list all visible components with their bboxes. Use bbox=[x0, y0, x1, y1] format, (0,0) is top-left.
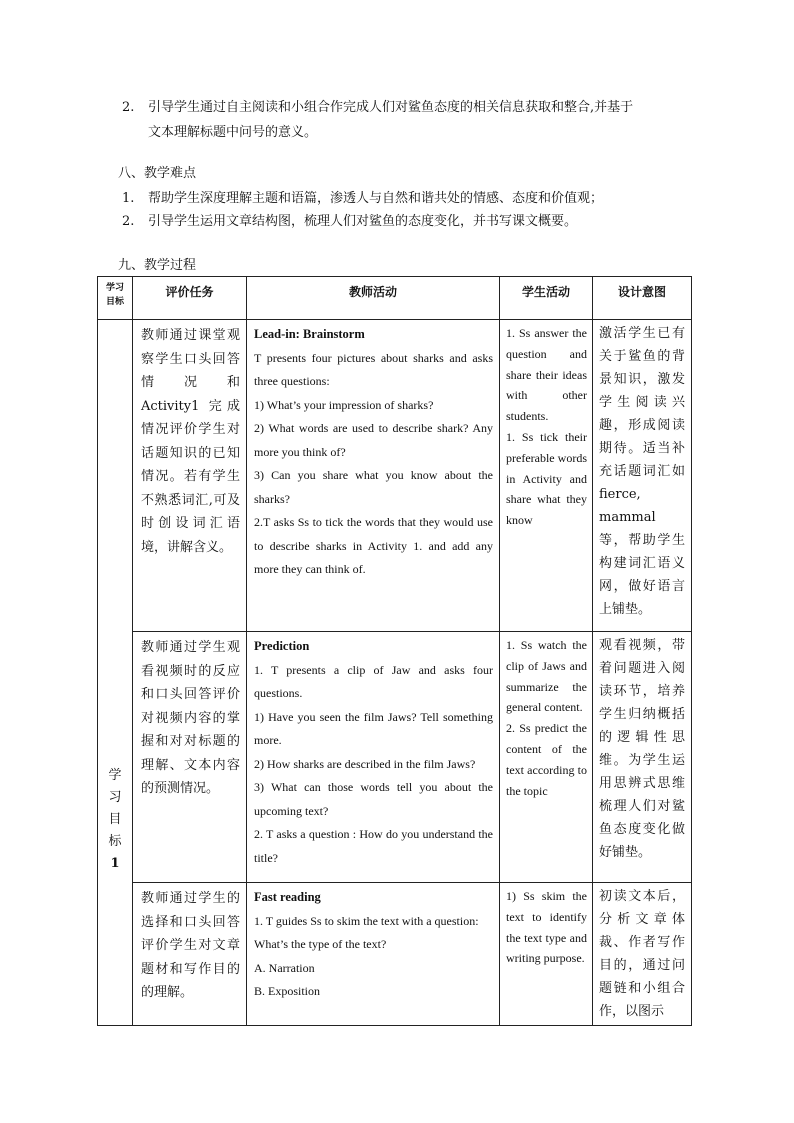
table-row bbox=[98, 883, 692, 1026]
section-9-title: 九、教学过程 bbox=[118, 258, 197, 273]
design-cell: 激活学生已有关于鲨鱼的背景知识，激发学生阅读兴趣，形成阅读期待。适当补充话题词汇如 fierce, mammal 等，帮助学生构建词汇语义网，做好语言上铺垫。 bbox=[593, 320, 692, 632]
teacher-cell: Lead-in: Brainstorm T presents four pictures about sharks and asks three questions: 1) What’s your impression of sharks? 2) What words are used to describe shark? Any more you think of? 3) Can you share what you know about the sharks? 2.T asks Ss to tick the words that they would use to describe sharks in Activity 1. and add any more they can think of. bbox=[247, 320, 500, 632]
design-cell: 初读文本后，分析文章体裁、作者写作目的，通过问题链和小组合作，以图示 bbox=[593, 883, 692, 1026]
intro-item-2-num: 2. bbox=[122, 100, 135, 115]
section-8-item-1-text: 帮助学生深度理解主题和语篇，渗透人与自然和谐共处的情感、态度和价值观； bbox=[148, 191, 604, 206]
section-8-item-1-num: 1. bbox=[122, 191, 135, 206]
teacher-cell: Fast reading 1. T guides Ss to skim the text with a question: What’s the type of the text? A. Narration B. Exposition bbox=[247, 883, 500, 1026]
eval-cell: 教师通过课堂观察学生口头回答情况和 Activity1 完成情况评价学生对话题知识的已知情况。若有学生不熟悉词汇,可及时创设词汇语境，讲解含义。 bbox=[133, 320, 247, 632]
header-design: 设计意图 bbox=[593, 277, 692, 320]
goal-cell: 学 习 目 标 1 bbox=[98, 320, 133, 1026]
eval-cell: 教师通过学生的选择和口头回答评价学生对文章题材和写作目的的理解。 bbox=[133, 883, 247, 1026]
table-header-row bbox=[98, 277, 692, 320]
section-8-item-2-num: 2. bbox=[122, 214, 135, 229]
intro-item-2-line2: 文本理解标题中问号的意义。 bbox=[148, 125, 318, 140]
teacher-activity-title: Prediction bbox=[254, 639, 310, 653]
student-cell: 1. Ss answer the question and share their ideas with other students. 1. Ss tick their preferable words in Activity and share what they know bbox=[500, 320, 593, 632]
header-teacher: 教师活动 bbox=[247, 277, 500, 320]
student-cell: 1) Ss skim the text to identify the text type and writing purpose. bbox=[500, 883, 593, 1026]
student-cell: 1. Ss watch the clip of Jaws and summarize the general content. 2. Ss predict the content of the text according to the topic bbox=[500, 632, 593, 883]
table-row bbox=[98, 320, 692, 632]
header-goal: 学习 目标 bbox=[98, 277, 133, 320]
teacher-cell: Prediction 1. T presents a clip of Jaw and asks four questions. 1) Have you seen the film Jaws? Tell something more. 2) How sharks are described in the film Jaws? 3) What can those words tell you about the upcoming text? 2. T asks a question : How do you understand the title? bbox=[247, 632, 500, 883]
design-cell: 观看视频，带着问题进入阅读环节，培养学生归纳概括的逻辑性思维。为学生运用思辨式思维梳理人们对鲨鱼态度变化做好铺垫。 bbox=[593, 632, 692, 883]
section-8-item-2-text: 引导学生运用文章结构图，梳理人们对鲨鱼的态度变化，并书写课文概要。 bbox=[148, 214, 578, 229]
teacher-activity-title: Lead-in: Brainstorm bbox=[254, 327, 365, 341]
intro-item-2-line1: 引导学生通过自主阅读和小组合作完成人们对鲨鱼态度的相关信息获取和整合,并基于 bbox=[148, 100, 634, 115]
header-eval: 评价任务 bbox=[133, 277, 247, 320]
header-student: 学生活动 bbox=[500, 277, 593, 320]
eval-cell: 教师通过学生观看视频时的反应和口头回答评价对视频内容的掌握和对对标题的理解、文本内容的预测情况。 bbox=[133, 632, 247, 883]
teaching-process-table bbox=[97, 276, 692, 1026]
teacher-activity-title: Fast reading bbox=[254, 890, 321, 904]
table-row bbox=[98, 632, 692, 883]
section-8-title: 八、教学难点 bbox=[118, 166, 197, 181]
